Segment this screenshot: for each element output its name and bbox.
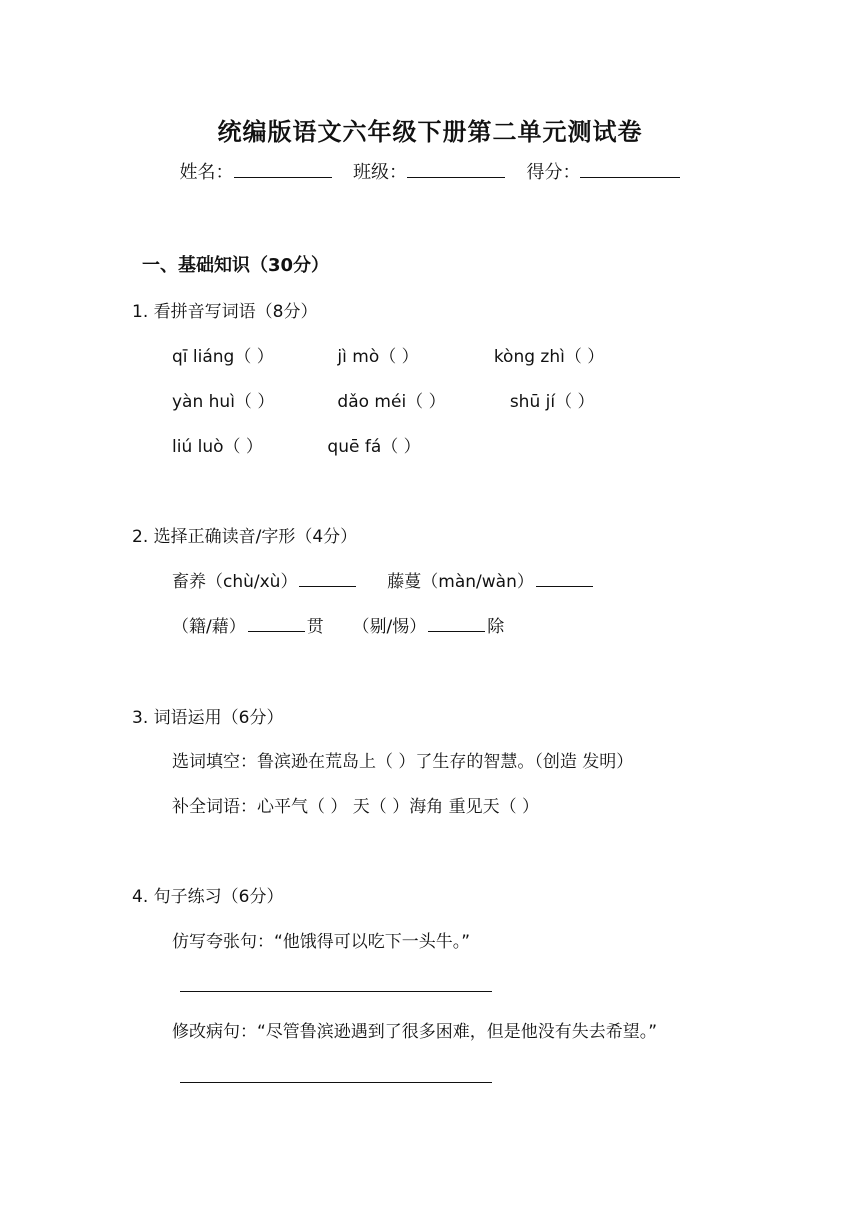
student-info-row: [0, 158, 860, 184]
answer-line[interactable]: [180, 1082, 492, 1083]
score-label: 得分：: [526, 162, 581, 183]
class-blank[interactable]: [407, 159, 505, 178]
answer-blank[interactable]: [299, 569, 356, 587]
q1-row-3: [172, 432, 421, 457]
pinyin-item[interactable]: kòng zhì（ ）: [493, 347, 605, 367]
class-label: 班级：: [353, 162, 407, 183]
name-label: 姓名：: [179, 162, 234, 183]
page-title: 统编版语文六年级下册第二单元测试卷: [217, 118, 643, 146]
pinyin-item[interactable]: yàn huì（ ）: [172, 392, 275, 412]
q2-row-2: [172, 612, 504, 637]
q3-line-2[interactable]: 补全词语：心平气（ ） 天（ ）海角 重见天（ ）: [172, 797, 540, 817]
choice-suffix: 除: [487, 617, 505, 637]
question-2-heading: 2. 选择正确读音/字形（4分）: [132, 527, 358, 547]
answer-line[interactable]: [180, 991, 492, 992]
q4-line-2: 修改病句：“尽管鲁滨逊遇到了很多困难，但是他没有失去希望。”: [172, 1022, 658, 1042]
q3-line-1[interactable]: 选词填空：鲁滨逊在荒岛上（ ）了生存的智慧。（创造 发明）: [172, 752, 634, 772]
q1-row-2: [172, 387, 594, 412]
pinyin-item[interactable]: jì mò（ ）: [337, 347, 419, 367]
q2-row-1: [172, 567, 595, 592]
answer-blank[interactable]: [248, 614, 305, 632]
section-heading: 一、基础知识（30分）: [142, 255, 330, 276]
q4-line-1: 仿写夸张句：“他饿得可以吃下一头牛。”: [172, 932, 471, 952]
pinyin-item[interactable]: liú luò（ ）: [172, 437, 263, 457]
pinyin-item[interactable]: shū jí（ ）: [509, 392, 595, 412]
score-blank[interactable]: [580, 159, 680, 178]
pinyin-item[interactable]: qī liáng（ ）: [172, 347, 274, 367]
choice-item: 藤蔓（màn/wàn）: [387, 572, 534, 592]
pinyin-item[interactable]: dǎo méi（ ）: [337, 392, 446, 412]
question-1-heading: 1. 看拼音写词语（8分）: [132, 302, 318, 322]
q1-row-1: [172, 342, 604, 367]
choice-item: 畜养（chù/xù）: [172, 572, 298, 592]
choice-suffix: 贯: [306, 617, 324, 637]
question-4-heading: 4. 句子练习（6分）: [132, 887, 284, 907]
name-blank[interactable]: [234, 159, 332, 178]
choice-item: （剔/惕）: [352, 617, 427, 637]
choice-item: （籍/藉）: [172, 617, 246, 637]
pinyin-item[interactable]: quē fá（ ）: [327, 437, 421, 457]
answer-blank[interactable]: [428, 614, 485, 632]
answer-blank[interactable]: [536, 569, 593, 587]
question-3-heading: 3. 词语运用（6分）: [132, 708, 284, 728]
